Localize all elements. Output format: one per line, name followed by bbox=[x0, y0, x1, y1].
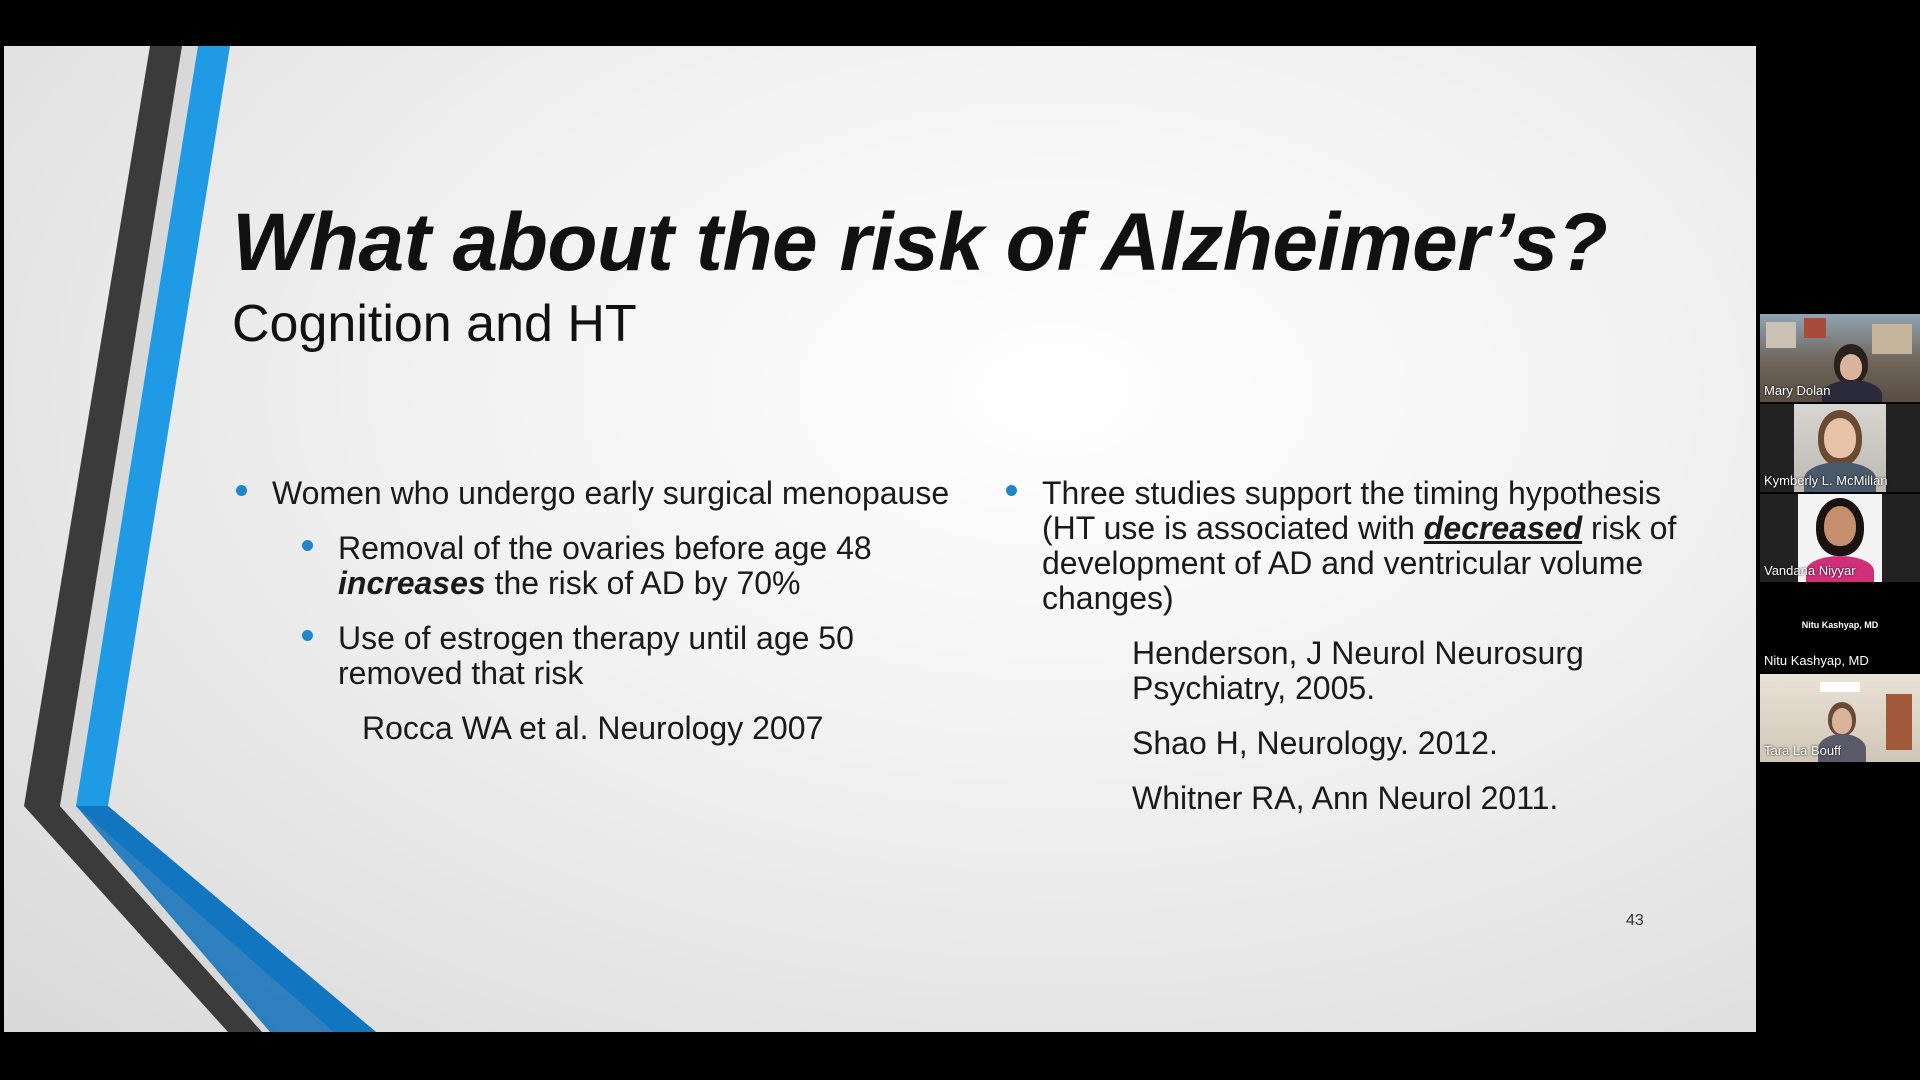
citation: Rocca WA et al. Neurology 2007 bbox=[362, 710, 824, 746]
sub-bullet-ovary-removal bbox=[298, 531, 952, 601]
emphasized-word: increases bbox=[338, 565, 486, 601]
participant-tile[interactable] bbox=[1760, 674, 1920, 762]
participant-name: Vandana Niyyar bbox=[1764, 563, 1856, 578]
slide-subtitle: Cognition and HT bbox=[232, 295, 637, 353]
right-column bbox=[1002, 476, 1702, 816]
participant-tile[interactable] bbox=[1760, 584, 1920, 672]
participant-name: Mary Dolan bbox=[1764, 383, 1831, 398]
participant-gallery bbox=[1760, 314, 1920, 764]
participant-tile[interactable] bbox=[1760, 404, 1920, 492]
bullet-timing-hypothesis bbox=[1002, 476, 1702, 616]
presentation-slide bbox=[4, 46, 1756, 1032]
citation: Henderson, J Neurol Neurosurg Psychiatry, 2005. bbox=[1132, 635, 1584, 706]
bullet-early-surgical-menopause bbox=[232, 476, 952, 511]
citation: Shao H, Neurology. 2012. bbox=[1132, 725, 1498, 761]
bullet-text: Women who undergo early surgical menopause bbox=[272, 475, 950, 511]
sub-bullet-text-after: the risk of AD by 70% bbox=[485, 565, 801, 601]
participant-banner: Nitu Kashyap, MD bbox=[1801, 620, 1879, 630]
participant-tile[interactable] bbox=[1760, 494, 1920, 582]
participant-name: Kymberly L. McMillan bbox=[1764, 473, 1888, 488]
sub-bullet-estrogen-therapy bbox=[298, 621, 952, 691]
participant-tile[interactable] bbox=[1760, 314, 1920, 402]
citation: Whitner RA, Ann Neurol 2011. bbox=[1132, 780, 1559, 816]
emphasized-word: decreased bbox=[1423, 510, 1583, 546]
sub-bullet-text: Use of estrogen therapy until age 50 removed that risk bbox=[338, 620, 854, 691]
participant-name: Tara La Bouff bbox=[1764, 743, 1842, 758]
left-column bbox=[232, 476, 952, 746]
participant-name: Nitu Kashyap, MD bbox=[1764, 653, 1869, 668]
sub-bullet-text: Removal of the ovaries before age 48 bbox=[338, 530, 872, 566]
slide-title: What about the risk of Alzheimer’s? bbox=[232, 197, 1608, 288]
bullet-text-after: risk of development of AD and ventricular volume changes) bbox=[1042, 510, 1677, 616]
bullet-text: Three studies support the timing hypothesis (HT use is associated with bbox=[1042, 475, 1661, 546]
slide-number: 43 bbox=[1626, 912, 1644, 929]
